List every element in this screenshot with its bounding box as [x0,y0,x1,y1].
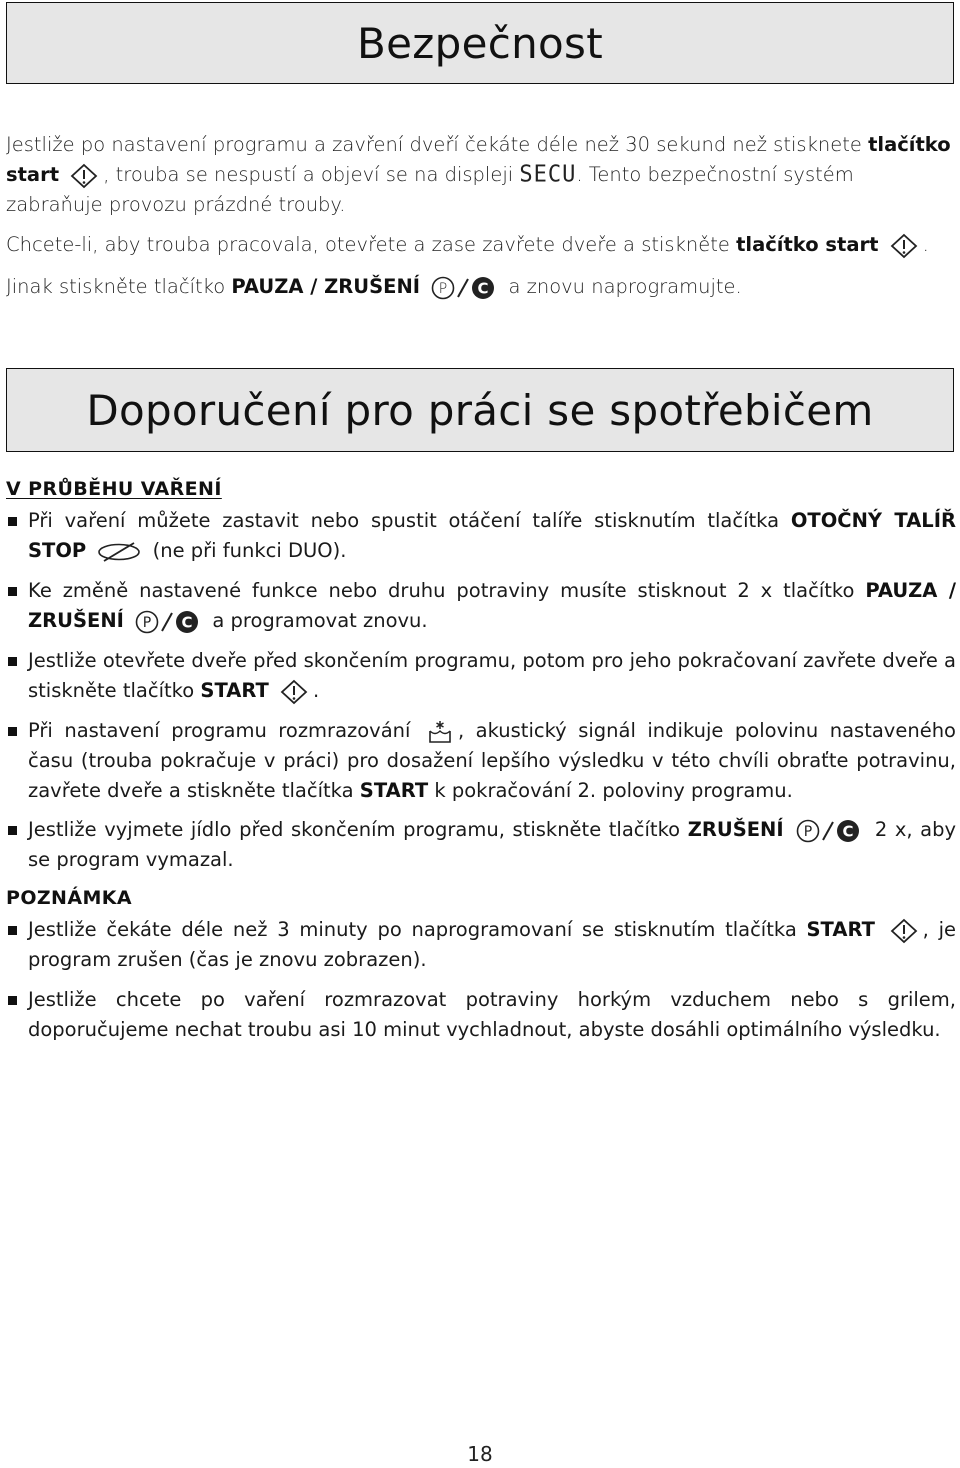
section-title-box-recommendations [6,368,954,452]
svg-text:C: C [181,613,193,631]
bullet-square [8,657,17,666]
start-icon [889,233,919,259]
svg-text:P: P [439,280,448,297]
bullet-square [8,826,17,835]
text: , trouba se nespustí a objeví se na displeji [103,163,520,186]
text: . [922,233,929,256]
text: Jestliže otevřete dveře před skončením programu, potom pro jeho pokračovaní zavřete dveře a stiskněte tlačítko [28,649,956,702]
bullet-square [8,926,17,935]
page-number: 18 [467,1442,493,1466]
text-bold: PAUZA / ZRUŠENÍ [28,579,956,632]
pause-cancel-icon [795,818,863,844]
text: Jestliže vyjmete jídlo před skončením programu, stiskněte tlačítko [28,818,688,841]
text: Ke změně nastavené funkce nebo druhu potraviny musíte stisknout 2 x tlačítko [28,579,866,602]
text: Při nastavení programu rozmrazování [28,719,422,742]
bullet-square [8,996,17,1005]
list-item [6,576,956,636]
list-item [6,716,956,806]
text: a programovat znovu. [206,609,428,632]
display-readout: SECU [519,161,577,188]
svg-text:P: P [804,823,813,840]
text: . [312,679,320,702]
text: , akustický signál indikuje polovinu nastaveného času (trouba pokračuje v práci) pro dosažení lepšího výsledku v této chvíli obraťte potravinu, zavřete dveře a stiskněte tlačítka [28,719,956,802]
text: 2 x, aby se program vymazal. [28,818,957,871]
text: k pokračování 2. poloviny programu. [428,779,793,802]
bullet-square [8,517,17,526]
bullet-square [8,587,17,596]
text: Jestliže čekáte déle než 3 minuty po naprogramovaní se stisknutím tlačítka [28,918,807,941]
section-title-box-safety [6,2,954,84]
text: (ne při funkci DUO). [146,539,347,562]
text-bold: START [359,779,429,802]
paragraph-safety-2 [6,230,954,260]
text: Jestliže po nastavení programu a zavření dveří čekáte déle než 30 sekund než stisknete [6,133,869,156]
list-item [6,915,956,975]
text-bold: tlačítko start [736,233,879,256]
paragraph-safety-3 [6,272,954,302]
text: Při vaření můžete zastavit nebo spustit otáčení talíře stisknutím tlačítka [28,509,791,532]
list-item [6,985,956,1045]
defrost-icon [426,719,454,745]
text-bold: PAUZA / ZRUŠENÍ [231,275,421,298]
start-icon [889,918,919,944]
bullet-square [8,727,17,736]
pause-cancel-icon [134,609,202,635]
turntable-stop-icon [96,541,142,563]
text: Chcete-li, aby trouba pracovala, otevřete a zase zavřete dveře a stiskněte [6,233,737,256]
pause-cancel-icon [430,275,498,301]
list-item [6,506,956,566]
text-bold: ZRUŠENÍ [687,818,784,841]
text: Jinak stiskněte tlačítko [6,275,232,298]
svg-text:P: P [142,614,152,631]
paragraph-safety-1 [6,130,954,220]
text-bold: OTOČNÝ TALÍŘ STOP [28,509,956,562]
section-title-safety: Bezpečnost [357,18,603,68]
text-bold: START [200,679,269,702]
text: , je program zrušen (čas je znovu zobrazen). [28,918,956,971]
start-icon [69,163,99,189]
section-title-recommendations: Doporučení pro práci se spotřebičem [86,385,874,435]
note-heading: POZNÁMKA [6,887,132,909]
list-item [6,815,956,875]
text-bold: START [806,918,875,941]
subheading-during-cooking: V PRŮBĚHU VAŘENÍ [6,478,222,500]
text: . Tento bezpečnostní systém zabraňuje provozu prázdné trouby. [6,163,854,216]
text: a znovu naprogramujte. [502,275,742,298]
text: Jestliže chcete po vaření rozmrazovat potraviny horkým vzduchem nebo s grilem, doporučujeme nechat troubu asi 10 minut vychladnout, abyste dosáhli optimálního výsledku. [28,988,956,1041]
start-icon [279,679,309,705]
list-item [6,646,956,706]
svg-text:C: C [477,279,489,297]
text-bold: tlačítko start [6,133,951,186]
svg-text:C: C [842,822,854,840]
